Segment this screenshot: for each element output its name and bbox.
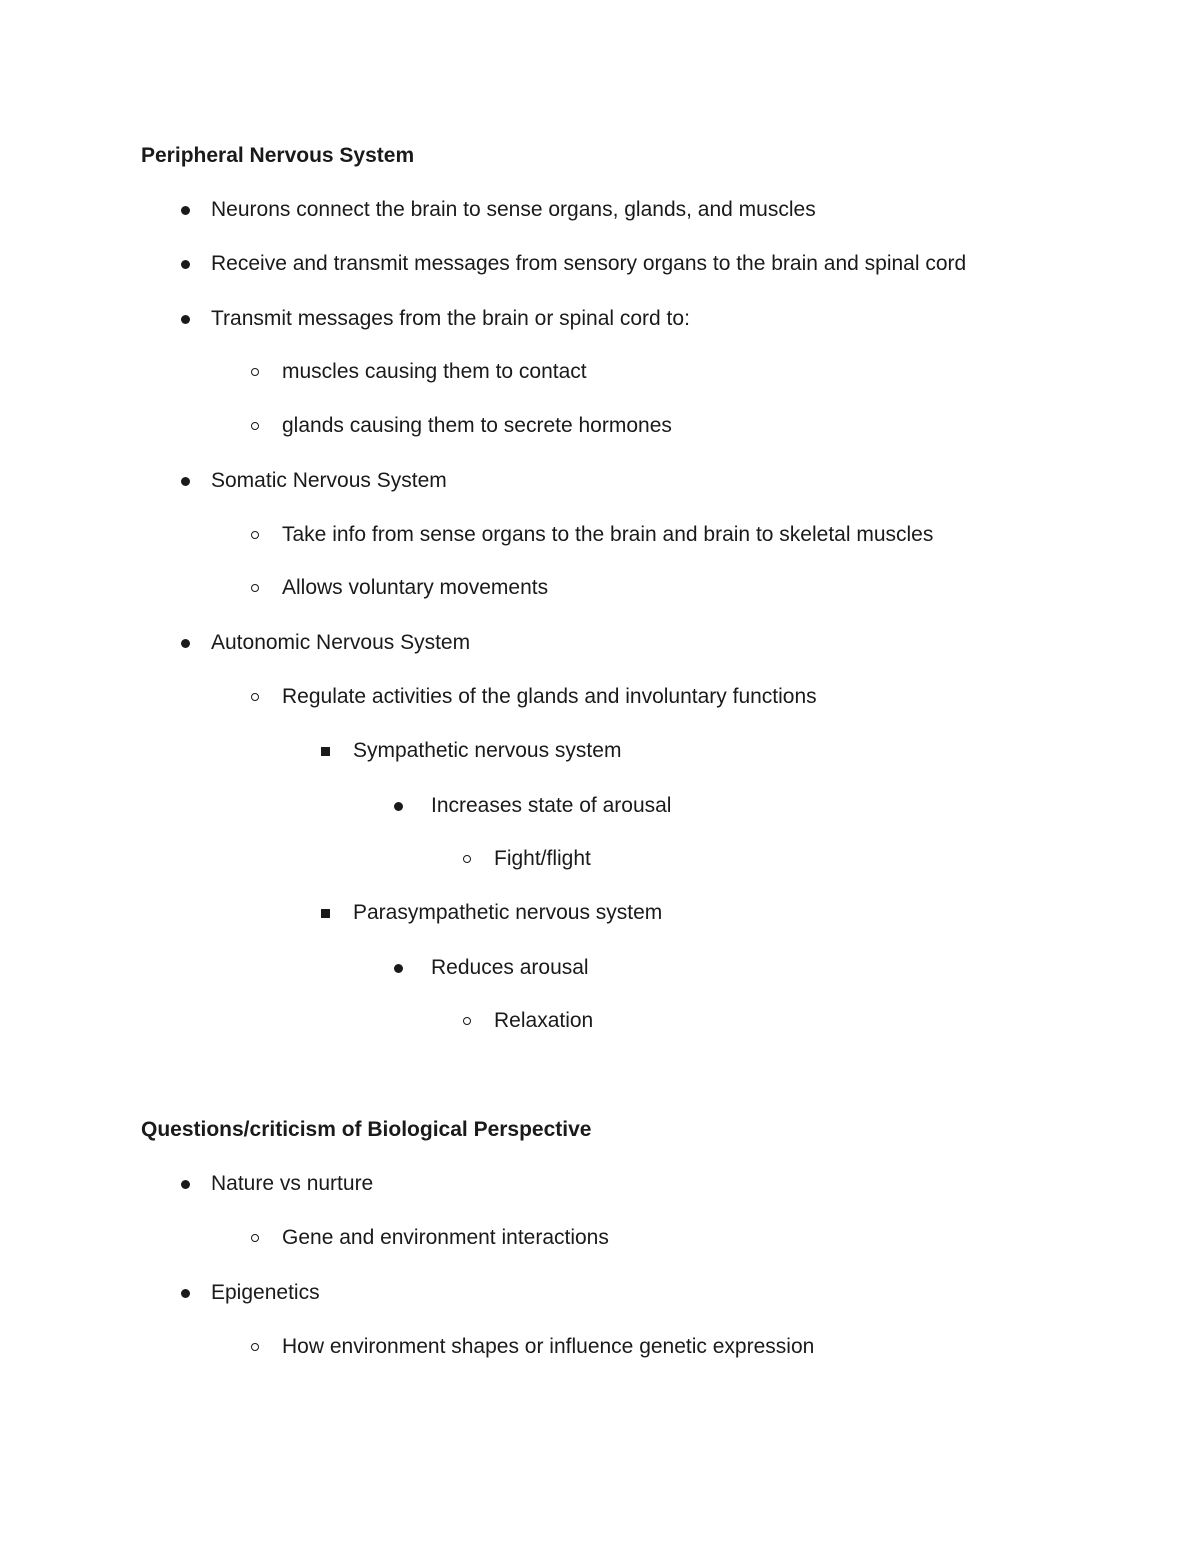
list-item-text: Take info from sense organs to the brain and brain to skeletal muscles (282, 523, 934, 546)
circle-bullet-icon (248, 521, 262, 549)
circle-bullet-icon (248, 683, 262, 711)
disc-bullet-icon (178, 1279, 192, 1307)
list-item-text: Gene and environment interactions (282, 1226, 609, 1249)
list-item-text: Fight/flight (494, 847, 591, 870)
disc-bullet-icon (391, 954, 405, 982)
disc-bullet-icon (178, 196, 192, 224)
list-item-text: Parasympathetic nervous system (353, 901, 663, 924)
section-heading: Questions/criticism of Biological Perspective (141, 1118, 592, 1141)
circle-bullet-icon (460, 1007, 474, 1035)
list-item-text: Increases state of arousal (431, 794, 672, 817)
disc-bullet-icon (178, 250, 192, 278)
list-item-text: Nature vs nurture (211, 1172, 374, 1195)
list-item-text: Reduces arousal (431, 956, 589, 979)
circle-bullet-icon (460, 845, 474, 873)
square-bullet-icon (318, 899, 332, 927)
list-item-text: Sympathetic nervous system (353, 739, 622, 762)
section-heading: Peripheral Nervous System (141, 144, 415, 167)
list-item-text: Epigenetics (211, 1281, 320, 1304)
list-item-text: Neurons connect the brain to sense organs, glands, and muscles (211, 198, 816, 221)
circle-bullet-icon (248, 1333, 262, 1361)
list-item-text: Regulate activities of the glands and involuntary functions (282, 685, 817, 708)
disc-bullet-icon (178, 467, 192, 495)
list-item-text: How environment shapes or influence genetic expression (282, 1335, 815, 1358)
list-item-text: Allows voluntary movements (282, 576, 549, 599)
circle-bullet-icon (248, 1224, 262, 1252)
list-item-text: Receive and transmit messages from sensory organs to the brain and spinal cord (211, 252, 967, 275)
disc-bullet-icon (391, 792, 405, 820)
disc-bullet-icon (178, 1170, 192, 1198)
list-item-text: Somatic Nervous System (211, 469, 447, 492)
square-bullet-icon (318, 737, 332, 765)
circle-bullet-icon (248, 412, 262, 440)
list-item-text: Relaxation (494, 1009, 594, 1032)
list-item-text: Autonomic Nervous System (211, 631, 471, 654)
list-item-text: Transmit messages from the brain or spinal cord to: (211, 307, 690, 330)
circle-bullet-icon (248, 358, 262, 386)
list-item-text: glands causing them to secrete hormones (282, 414, 672, 437)
circle-bullet-icon (248, 574, 262, 602)
disc-bullet-icon (178, 305, 192, 333)
disc-bullet-icon (178, 629, 192, 657)
list-item-text: muscles causing them to contact (282, 360, 587, 383)
